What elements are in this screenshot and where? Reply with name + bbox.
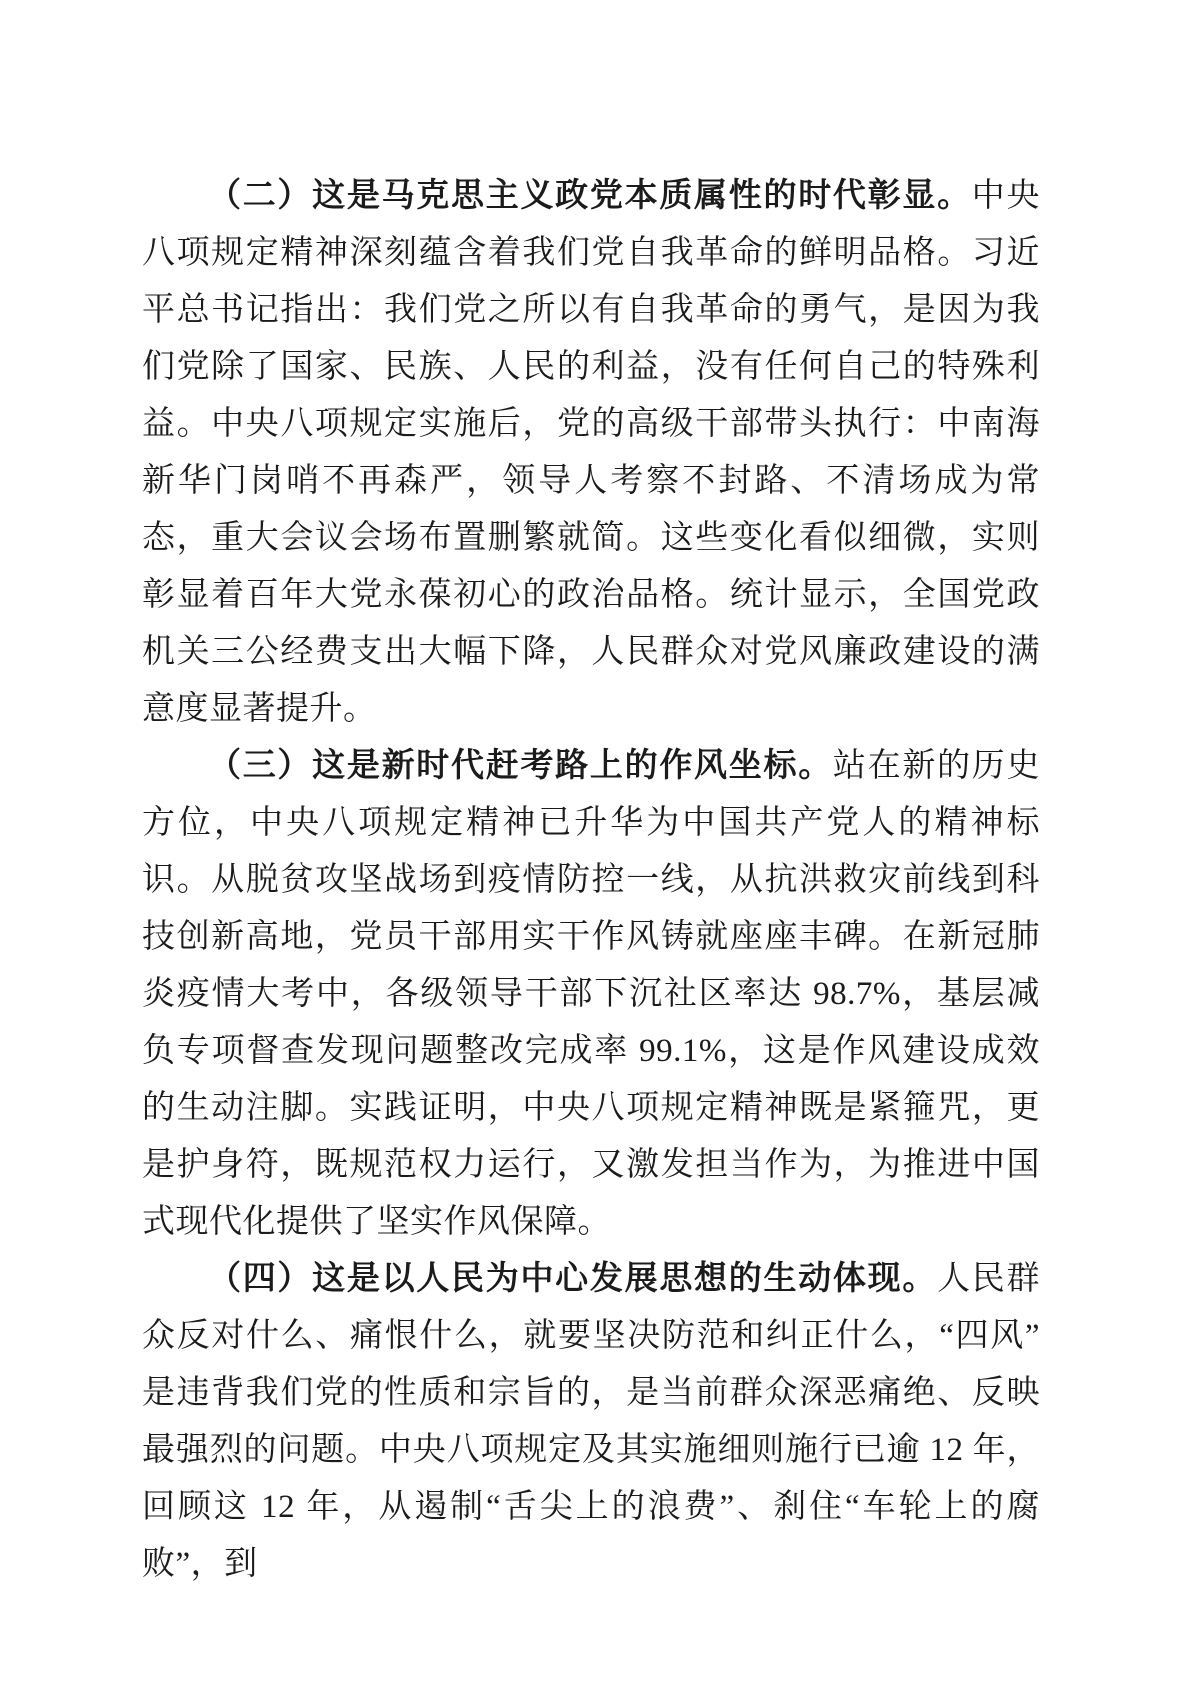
paragraph-body: 中央八项规定精神深刻蕴含着我们党自我革命的鲜明品格。习近平总书记指出：我们党之所以有自我革命的勇气，是因为我们党除了国家、民族、人民的利益，没有任何自己的特殊利益。中央八项规定实施后，党的高级干部带头执行：中南海新华门岗哨不再森严，领导人考察不封路、不清场成为常态，重大会议会场布置删繁就简。这些变化看似细微，实则彰显着百年大党永葆初心的政治品格。统计显示，全国党政机关三公经费支出大幅下降，人民群众对党风廉政建设的满意度显著提升。: [142, 178, 1041, 727]
paragraph-lead: （三）这是新时代赶考路上的作风坐标。: [208, 748, 833, 784]
paragraph-section-2: [142, 168, 1040, 738]
paragraph-section-4: [142, 1251, 1040, 1593]
paragraph-body: 站在新的历史方位，中央八项规定精神已升华为中国共产党人的精神标识。从脱贫攻坚战场到疫情防控一线，从抗洪救灾前线到科技创新高地，党员干部用实干作风铸就座座丰碑。在新冠肺炎疫情大考中，各级领导干部下沉社区率达 98.7%，基层减负专项督查发现问题整改完成率 99.1%，这是作风建设成效的生动注脚。实践证明，中央八项规定精神既是紧箍咒，更是护身符，既规范权力运行，又激发担当作为，为推进中国式现代化提供了坚实作风保障。: [142, 748, 1041, 1240]
paragraph-lead: （四）这是以人民为中心发展思想的生动体现。: [208, 1261, 938, 1297]
paragraph-body: 人民群众反对什么、痛恨什么，就要坚决防范和纠正什么，“四风”是违背我们党的性质和宗旨的，是当前群众深恶痛绝、反映最强烈的问题。中央八项规定及其实施细则施行已逾 12 年，回顾这 12 年，从遏制“舌尖上的浪费”、刹住“车轮上的腐败”，到: [142, 1261, 1041, 1582]
paragraph-lead: （二）这是马克思主义政党本质属性的时代彰显。: [208, 178, 972, 214]
paragraph-section-3: [142, 738, 1040, 1251]
